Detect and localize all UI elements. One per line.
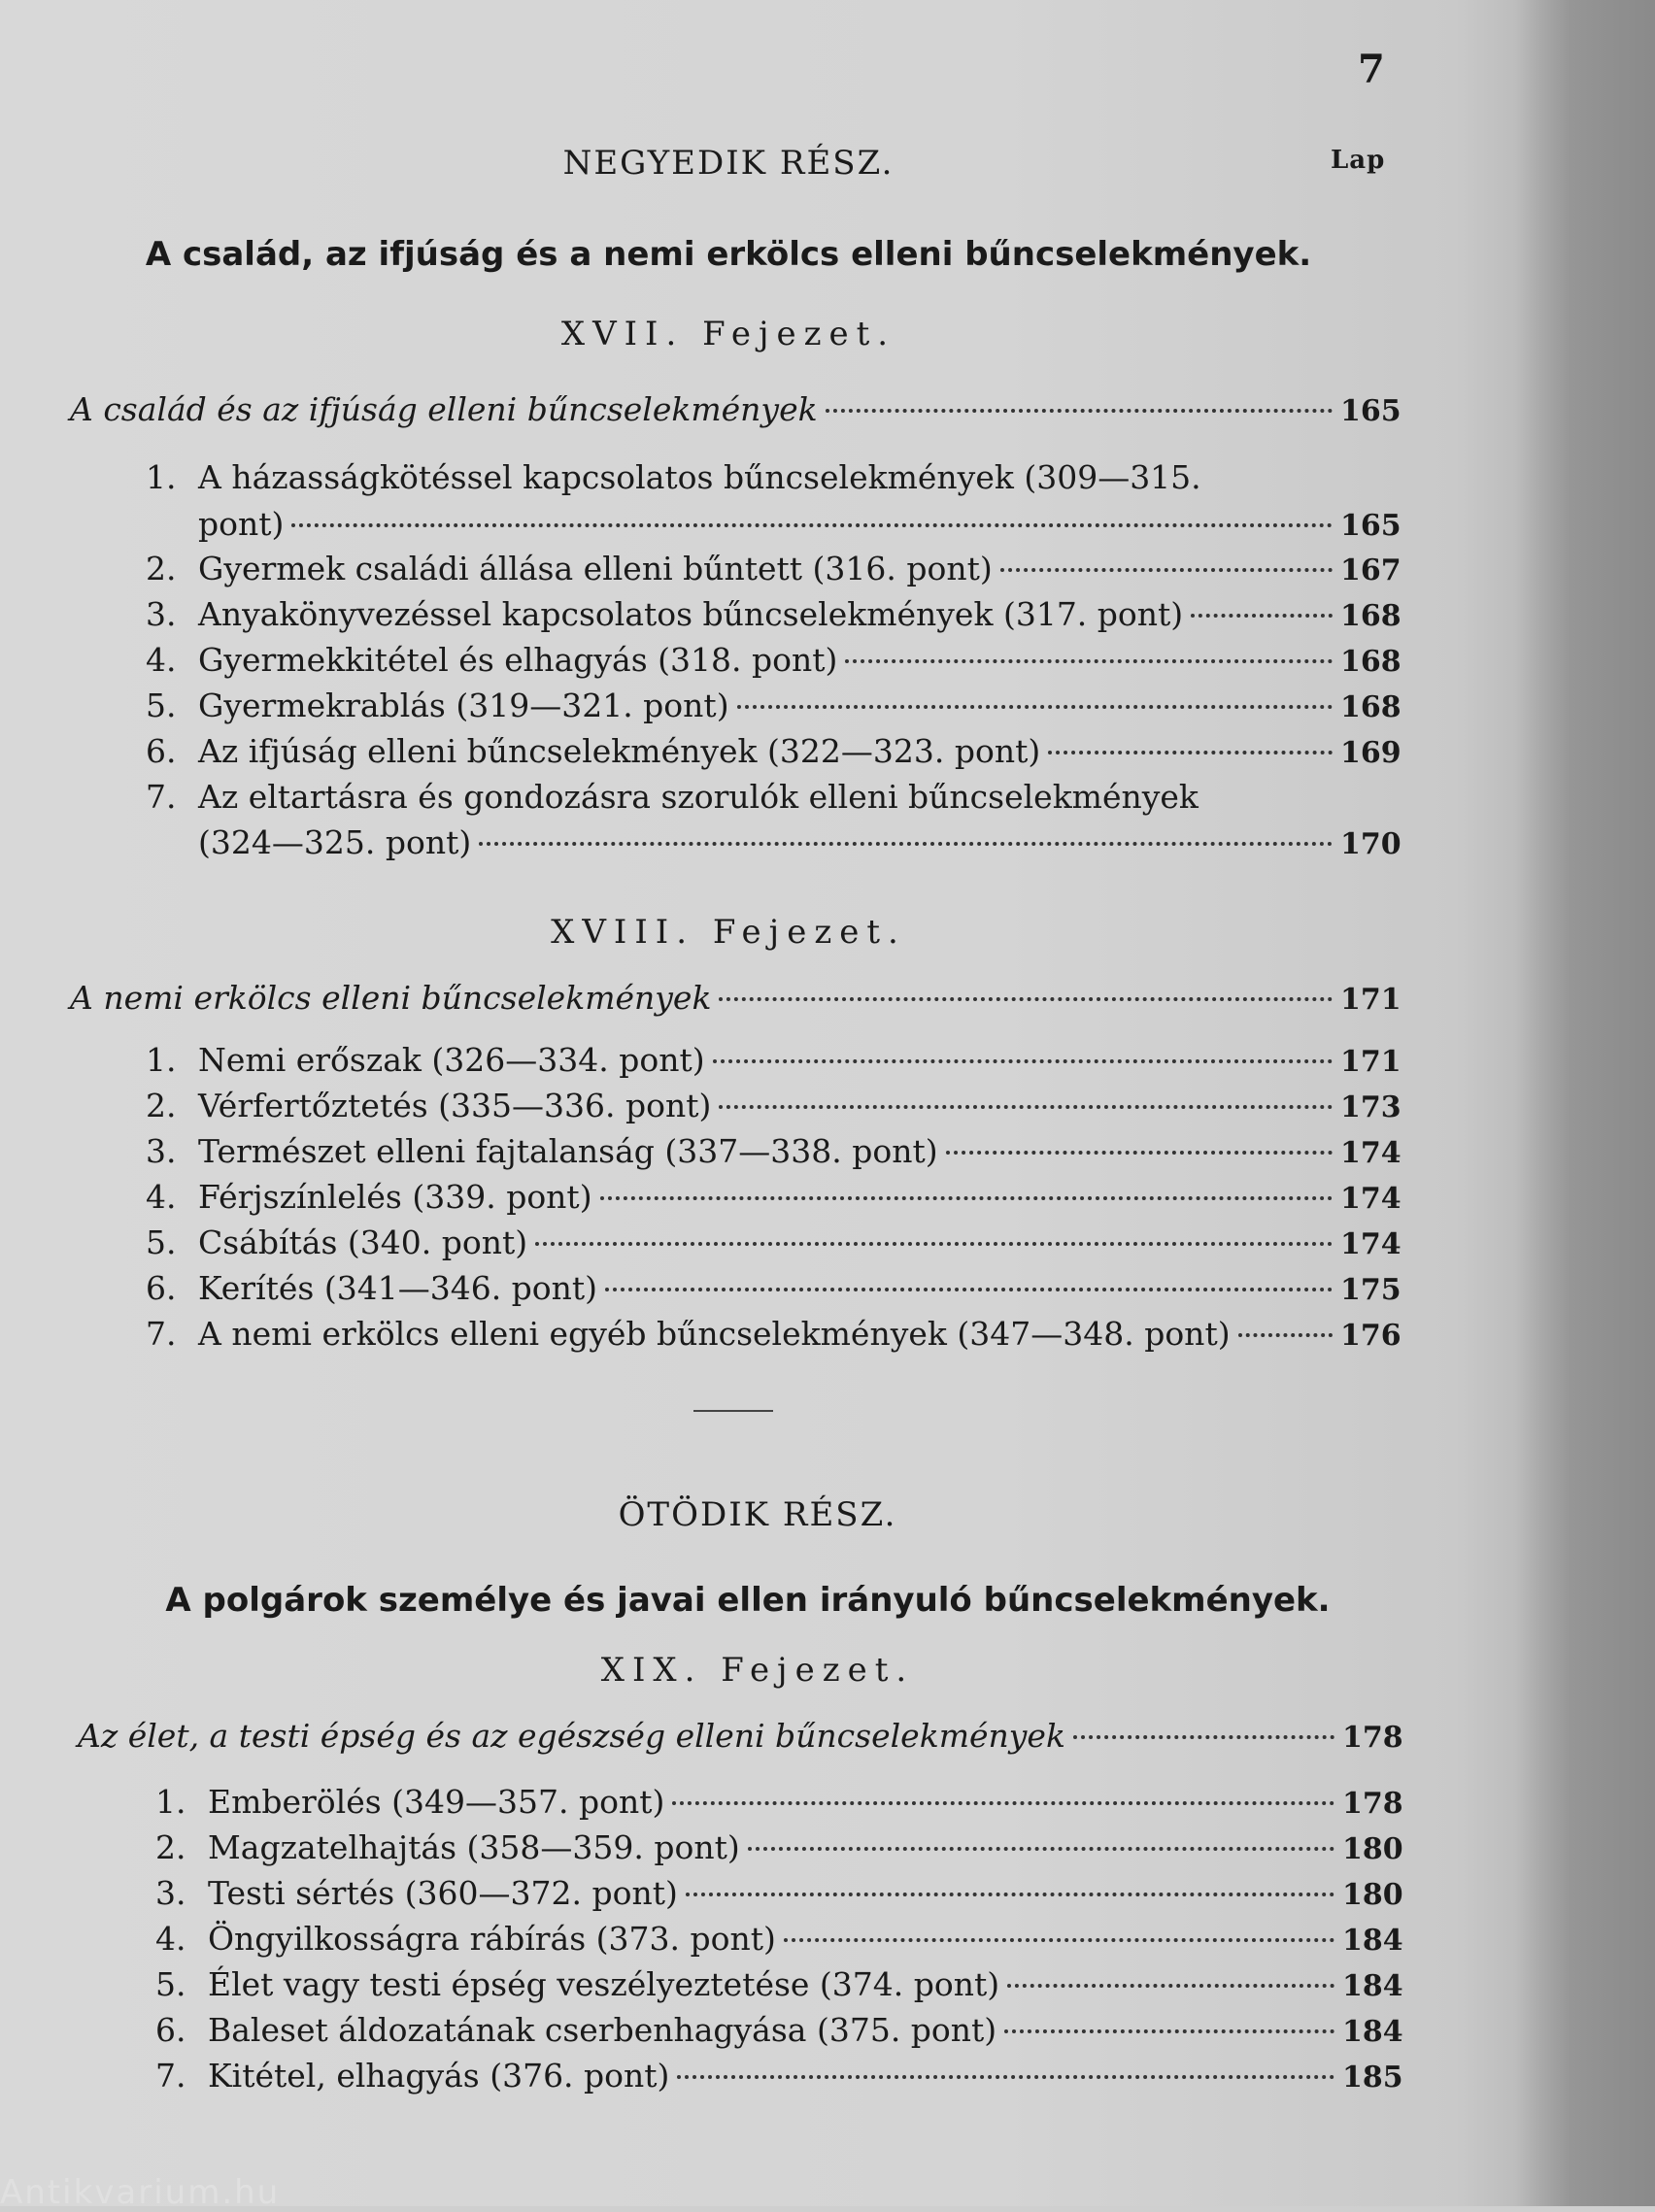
entry-number: 6. [146, 732, 177, 770]
heading-text: Az élet, a testi épség és az egészség elleni bűncselekmények [78, 1717, 1065, 1755]
entry-text: Férjszínlelés (339. pont) [198, 1178, 592, 1216]
entry-text: Gyermekrablás (319—321. pont) [198, 687, 729, 724]
dot-leader [826, 409, 1333, 413]
entry-text: Vérfertőztetés (335—336. pont) [198, 1087, 712, 1124]
toc-entry[interactable] [146, 550, 1402, 587]
entry-text: A nemi erkölcs elleni egyéb bűncselekmények (347—348. pont) [198, 1315, 1231, 1353]
page-ref: 171 [1340, 1045, 1402, 1079]
entry-text: Kerítés (341—346. pont) [198, 1269, 598, 1307]
toc-entry[interactable] [146, 1041, 1402, 1079]
toc-entry[interactable] [146, 1223, 1402, 1261]
entry-number: 2. [146, 1087, 177, 1124]
dot-leader [291, 523, 1333, 527]
dot-leader [1007, 1984, 1334, 1988]
dot-leader [686, 1893, 1334, 1896]
entry-number: 7. [146, 1315, 177, 1353]
page-ref: 173 [1340, 1090, 1402, 1124]
dot-leader [719, 997, 1333, 1001]
page-ref: 174 [1340, 1227, 1402, 1261]
entry-number: 3. [146, 595, 177, 633]
page-ref: 168 [1340, 599, 1402, 633]
entry-number: 4. [146, 1178, 177, 1216]
toc-entry[interactable] [198, 823, 1402, 861]
entry-number: 3. [155, 1874, 186, 1912]
entry-text: Magzatelhajtás (358—359. pont) [208, 1828, 740, 1866]
dot-leader [1048, 751, 1333, 754]
entry-number: 1. [155, 1783, 186, 1821]
entry-text: Élet vagy testi épség veszélyeztetése (374. pont) [208, 1965, 1000, 2003]
entry-number: 5. [146, 1223, 177, 1261]
page-ref: 180 [1342, 1878, 1403, 1912]
page-ref: 176 [1340, 1319, 1402, 1353]
toc-entry[interactable] [146, 1087, 1402, 1124]
toc-entry[interactable] [146, 641, 1402, 679]
entry-text: Anyakönyvezéssel kapcsolatos bűncselekmények (317. pont) [198, 595, 1184, 633]
toc-entry[interactable] [146, 595, 1402, 633]
chapter19-heading[interactable] [78, 1717, 1401, 1755]
page-ref: 170 [1340, 827, 1402, 861]
toc-entry[interactable] [155, 1920, 1401, 1958]
page-ref: 165 [1340, 509, 1402, 543]
entry-number: 2. [155, 1828, 186, 1866]
lap-column-label: Lap [1331, 146, 1386, 175]
toc-entry[interactable] [146, 687, 1402, 724]
dot-leader [672, 1801, 1334, 1805]
dot-leader [677, 2075, 1334, 2079]
page-ref: 169 [1340, 736, 1402, 770]
toc-entry[interactable] [146, 732, 1402, 770]
entry-number: 1. [146, 1041, 177, 1079]
entry-number: 6. [146, 1269, 177, 1307]
entry-number: 4. [146, 641, 177, 679]
entry-number: 5. [146, 687, 177, 724]
entry-text: pont) [198, 505, 285, 543]
toc-entry[interactable] [146, 1178, 1402, 1216]
page-ref: 171 [1340, 983, 1402, 1017]
page-edge-shadow [1515, 0, 1655, 2206]
toc-entry[interactable] [155, 2057, 1401, 2095]
watermark: Antikvarium.hu [0, 2173, 281, 2212]
page-ref: 168 [1340, 690, 1402, 724]
dot-leader [1004, 2029, 1334, 2033]
entry-text: Emberölés (349—357. pont) [208, 1783, 665, 1821]
dot-leader [946, 1151, 1333, 1155]
entry-number: 6. [155, 2011, 186, 2049]
entry-text: Gyermek családi állása elleni bűntett (316. pont) [198, 550, 993, 587]
entry-text: A házasságkötéssel kapcsolatos bűncselekmények (309—315. [198, 458, 1201, 496]
entry-text: Baleset áldozatának cserbenhagyása (375. pont) [208, 2011, 997, 2049]
entry-number: 3. [146, 1132, 177, 1170]
toc-entry[interactable] [155, 1783, 1401, 1821]
page-ref: 185 [1342, 2061, 1403, 2095]
part5-title: ÖTÖDIK RÉSZ. [618, 1495, 897, 1534]
page-ref: 178 [1342, 1721, 1403, 1755]
toc-entry[interactable] [155, 1828, 1401, 1866]
entry-text: Kitétel, elhagyás (376. pont) [208, 2057, 670, 2095]
part5-subtitle: A polgárok személye és javai ellen irányuló bűncselekmények. [165, 1581, 1331, 1620]
toc-entry[interactable] [155, 1874, 1401, 1912]
toc-entry[interactable] [146, 1315, 1402, 1353]
chapter17-title: XVII. Fejezet. [560, 315, 896, 353]
toc-entry-line1[interactable] [146, 458, 1399, 496]
entry-text: Természet elleni fajtalanság (337—338. pont) [198, 1132, 938, 1170]
dot-leader [1238, 1333, 1333, 1337]
dot-leader [713, 1059, 1333, 1063]
dot-leader [1000, 568, 1333, 572]
entry-text: (324—325. pont) [198, 823, 472, 861]
entry-number: 4. [155, 1920, 186, 1958]
dot-leader [719, 1105, 1333, 1109]
entry-number: 2. [146, 550, 177, 587]
page-ref: 168 [1340, 645, 1402, 679]
page-ref: 165 [1340, 394, 1402, 428]
page-ref: 174 [1340, 1182, 1402, 1216]
page-ref: 184 [1342, 1924, 1403, 1958]
toc-entry[interactable] [155, 1965, 1401, 2003]
toc-entry[interactable] [146, 1269, 1402, 1307]
page-number: 7 [1358, 47, 1385, 92]
entry-text: Az eltartásra és gondozásra szorulók elleni bűncselekmények [198, 778, 1199, 816]
entry-number: 1. [146, 458, 177, 496]
chapter19-title: XIX. Fejezet. [600, 1651, 915, 1690]
entry-text: Öngyilkosságra rábírás (373. pont) [208, 1920, 776, 1958]
toc-entry-line1[interactable] [146, 778, 1399, 816]
page-ref: 178 [1342, 1787, 1403, 1821]
page-ref: 175 [1340, 1273, 1402, 1307]
dot-leader [605, 1288, 1333, 1291]
dot-leader [535, 1242, 1333, 1246]
entry-text: Csábítás (340. pont) [198, 1223, 528, 1261]
entry-text: Testi sértés (360—372. pont) [208, 1874, 678, 1912]
dot-leader [1073, 1735, 1334, 1739]
page-ref: 180 [1342, 1832, 1403, 1866]
dot-leader [1191, 614, 1333, 618]
entry-text: Gyermekkitétel és elhagyás (318. pont) [198, 641, 838, 679]
section-divider [693, 1410, 773, 1412]
page-ref: 184 [1342, 1969, 1403, 2003]
entry-number: 5. [155, 1965, 186, 2003]
toc-entry[interactable] [155, 2011, 1401, 2049]
chapter18-heading[interactable] [70, 979, 1402, 1017]
heading-text: A család és az ifjúság elleni bűncselekmények [70, 390, 818, 428]
toc-entry[interactable] [198, 505, 1402, 543]
toc-entry[interactable] [146, 1132, 1402, 1170]
heading-text: A nemi erkölcs elleni bűncselekmények [70, 979, 712, 1017]
dot-leader [737, 705, 1333, 709]
part4-title: NEGYEDIK RÉSZ. [562, 144, 895, 183]
entry-text: Az ifjúság elleni bűncselekmények (322—323. pont) [198, 732, 1041, 770]
chapter18-title: XVIII. Fejezet. [551, 913, 906, 952]
chapter17-heading[interactable] [70, 390, 1402, 428]
part4-subtitle: A család, az ifjúság és a nemi erkölcs elleni bűncselekmények. [145, 235, 1312, 274]
entry-number: 7. [155, 2057, 186, 2095]
entry-text: Nemi erőszak (326—334. pont) [198, 1041, 705, 1079]
dot-leader [479, 842, 1333, 846]
dot-leader [748, 1847, 1334, 1851]
page-ref: 174 [1340, 1136, 1402, 1170]
dot-leader [784, 1938, 1334, 1942]
entry-number: 7. [146, 778, 177, 816]
page-ref: 184 [1342, 2015, 1403, 2049]
dot-leader [600, 1196, 1333, 1200]
dot-leader [845, 659, 1333, 663]
page-ref: 167 [1340, 553, 1402, 587]
